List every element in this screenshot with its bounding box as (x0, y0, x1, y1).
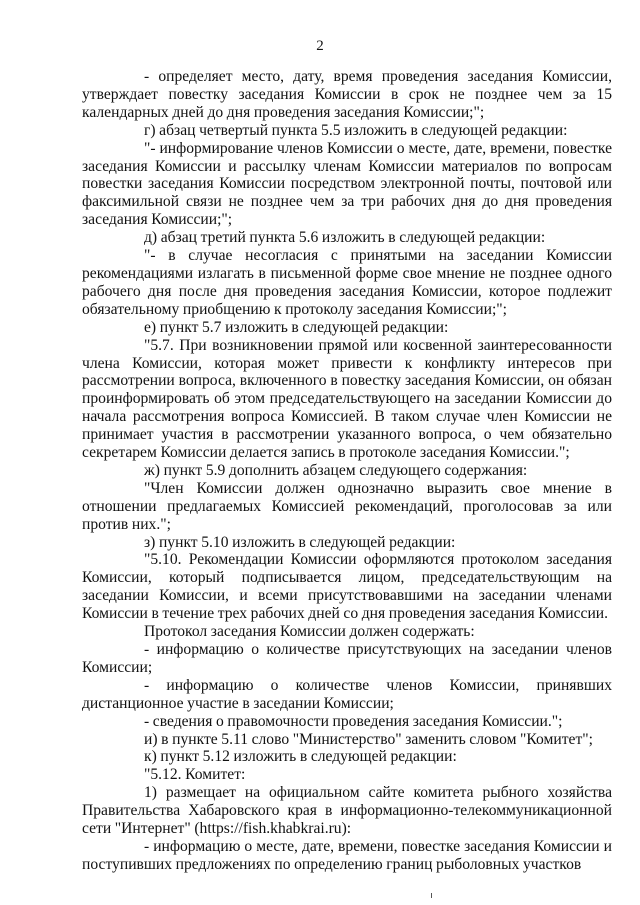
paragraph: "5.7. При возникновении прямой или косвенной заинтересованности члена Комиссии, которая может привести к конфликту интересов при рассмотрении вопроса, включенного в повестку заседания Комиссии, он обязан проинформировать об этом председательствующего на заседании Комиссии до начала рассмотрения вопроса Комиссией. В таком случае член Комиссии не принимает участия в рассмотрении указанного вопроса, о чем обязательно секретарем Комиссии делается запись в протоколе заседания Комиссии."; (82, 336, 612, 462)
document-body (82, 68, 612, 874)
paragraph: - информацию о количестве присутствующих на заседании членов Комиссии; (82, 641, 612, 676)
paragraph: д) абзац третий пункта 5.6 изложить в следующей редакции: (144, 229, 546, 247)
scan-speck (431, 893, 432, 898)
paragraph: Протокол заседания Комиссии должен содержать: (144, 623, 475, 641)
paragraph: - информацию о количестве членов Комиссии, принявших дистанционное участие в заседании Комиссии; (82, 676, 612, 712)
paragraph: 1) размещает на официальном сайте комитета рыбного хозяйства Правительства Хабаровского края в информационно-телекоммуникационной сети "Интернет" (https://fish.khabkrai.ru): (82, 784, 612, 838)
paragraph: - сведения о правомочности проведения заседания Комиссии."; (144, 712, 563, 730)
paragraph: е) пункт 5.7 изложить в следующей редакции: (144, 318, 449, 336)
paragraph: "5.10. Рекомендации Комиссии оформляются протоколом заседания Комиссии, который подписывается лицом, председательствующим на заседании Комиссии, и всеми присутствовавшими на заседании членами Комиссии в течение трех рабочих дней со дня проведения заседания Комиссии. (82, 551, 612, 623)
paragraph: "Член Комиссии должен однозначно выразить свое мнение в отношении предлагаемых Комиссией рекомендаций, проголосовав за или против них."; (82, 479, 612, 533)
paragraph: з) пункт 5.10 изложить в следующей редакции: (144, 533, 456, 551)
paragraph: "- информирование членов Комиссии о месте, дате, времени, повестке заседания Комиссии и рассылку членам Комиссии материалов по вопросам повестки заседания Комиссии посредством электронной почты, почтовой или факсимильной связи не позднее чем за три рабочих дня до дня проведения заседания Комиссии;"; (82, 139, 612, 229)
paragraph: и) в пункте 5.11 слово "Министерство" заменить словом "Комитет"; (144, 730, 593, 748)
paragraph: "- в случае несогласия с принятыми на заседании Комиссии рекомендациями излагать в письменной форме свое мнение не позднее одного рабочего дня после дня проведения заседания Комиссии, которое подлежит обязательному приобщению к протоколу заседания Комиссии;"; (82, 247, 612, 318)
page-number: 2 (316, 38, 324, 54)
paragraph: - информацию о месте, дате, времени, повестке заседания Комиссии и поступивших предложениях по определению границ рыболовных участков (82, 837, 612, 873)
paragraph: г) абзац четвертый пункта 5.5 изложить в следующей редакции: (144, 121, 568, 139)
paragraph: "5.12. Комитет: (144, 766, 246, 784)
paragraph: к) пункт 5.12 изложить в следующей редакции: (144, 748, 457, 766)
paragraph: ж) пункт 5.9 дополнить абзацем следующего содержания: (144, 461, 528, 479)
paragraph: - определяет место, дату, время проведения заседания Комиссии, утверждает повестку заседания Комиссии в срок не позднее чем за 15 календарных дней до дня проведения заседания Комиссии;"; (82, 68, 612, 121)
